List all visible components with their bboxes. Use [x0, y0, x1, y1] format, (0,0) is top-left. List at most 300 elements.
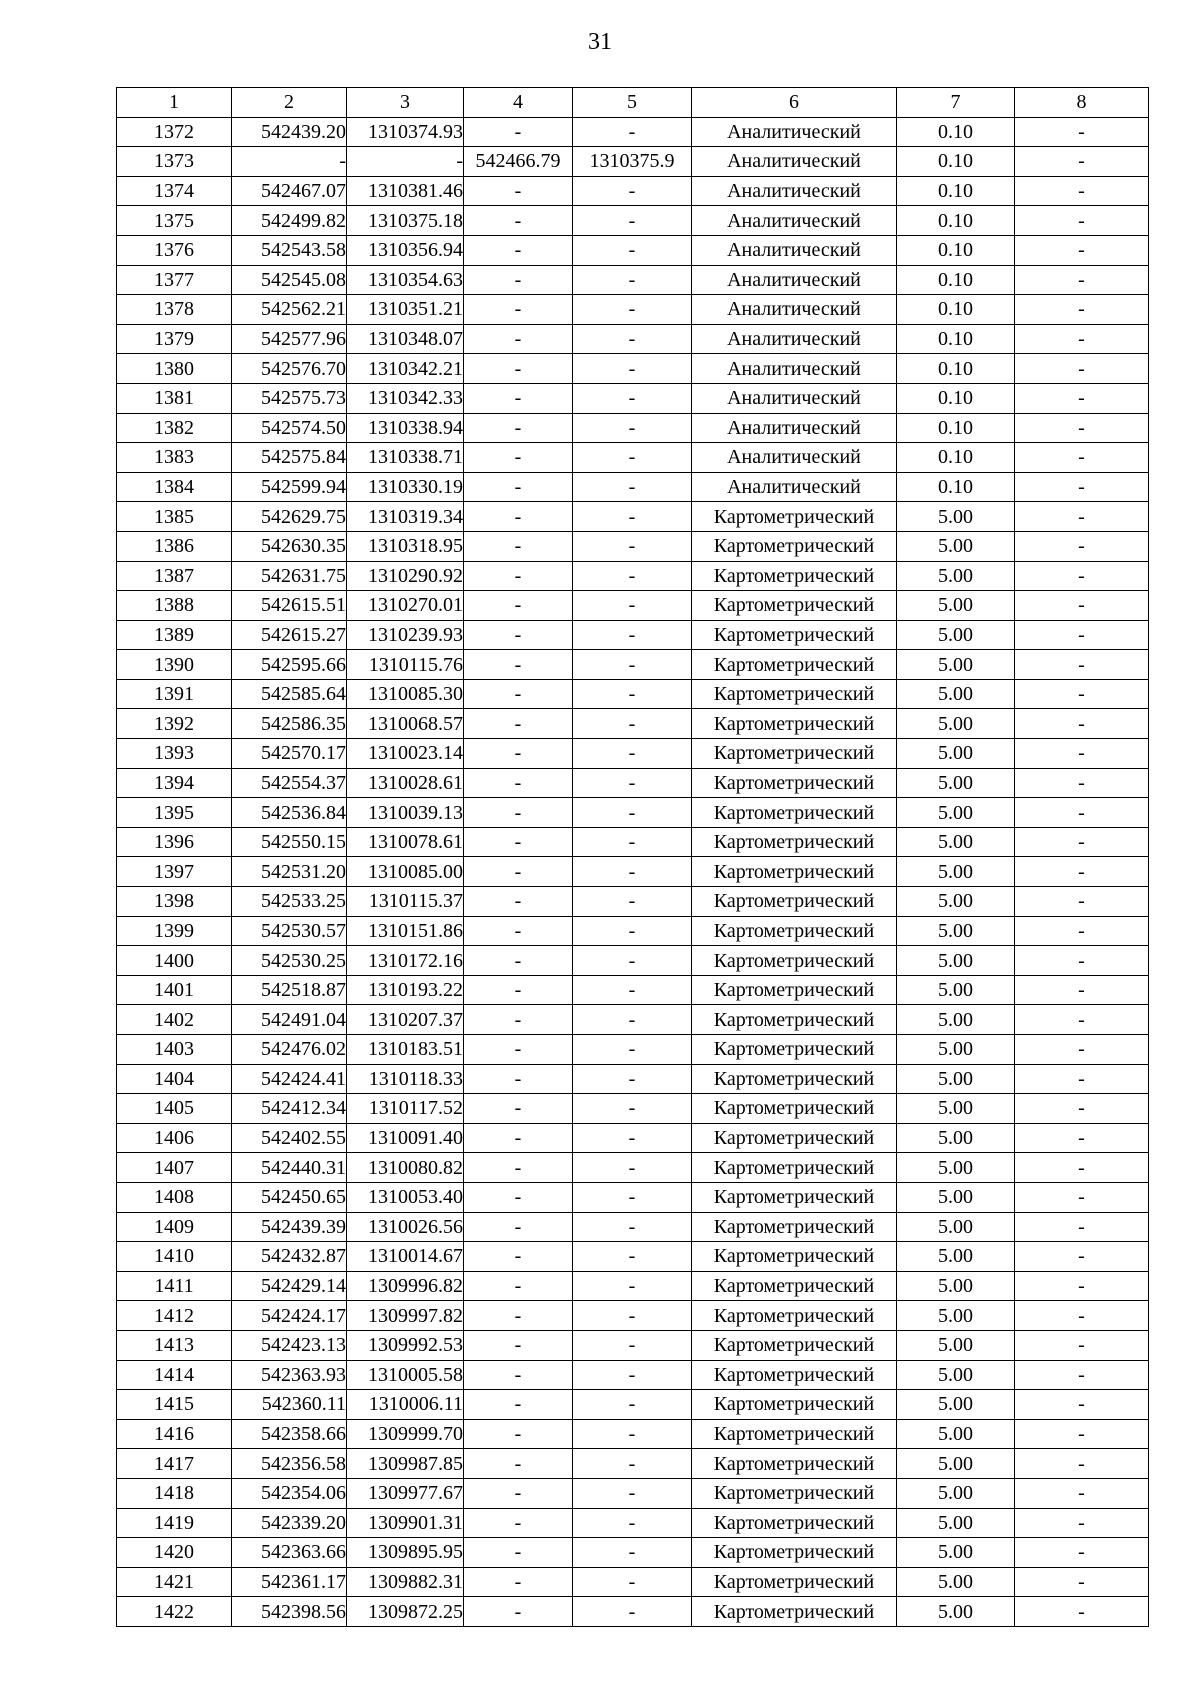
accuracy-cell: 5.00	[897, 887, 1015, 917]
new-y-coordinate-cell: -	[573, 354, 692, 384]
method-cell: Картометрический	[692, 887, 897, 917]
new-x-coordinate-cell: -	[464, 295, 573, 325]
table-row	[117, 827, 1149, 857]
y-coordinate-cell: 1310117.52	[347, 1094, 464, 1124]
point-number-cell: 1418	[117, 1478, 232, 1508]
table-row	[117, 354, 1149, 384]
new-y-coordinate-cell: -	[573, 1123, 692, 1153]
note-cell: -	[1015, 620, 1149, 650]
y-coordinate-cell: 1310239.93	[347, 620, 464, 650]
table-row	[117, 117, 1149, 147]
method-cell: Картометрический	[692, 502, 897, 532]
new-x-coordinate-cell: -	[464, 1005, 573, 1035]
y-coordinate-cell: 1310381.46	[347, 176, 464, 206]
method-cell: Картометрический	[692, 1271, 897, 1301]
point-number-cell: 1395	[117, 798, 232, 828]
table-row	[117, 1094, 1149, 1124]
note-cell: -	[1015, 916, 1149, 946]
new-x-coordinate-cell: -	[464, 916, 573, 946]
method-cell: Картометрический	[692, 1597, 897, 1627]
accuracy-cell: 0.10	[897, 354, 1015, 384]
point-number-cell: 1382	[117, 413, 232, 443]
note-cell: -	[1015, 1005, 1149, 1035]
table-row	[117, 798, 1149, 828]
new-x-coordinate-cell: -	[464, 1242, 573, 1272]
new-y-coordinate-cell: -	[573, 295, 692, 325]
method-cell: Картометрический	[692, 620, 897, 650]
new-x-coordinate-cell: -	[464, 443, 573, 473]
point-number-cell: 1405	[117, 1094, 232, 1124]
point-number-cell: 1408	[117, 1182, 232, 1212]
new-y-coordinate-cell: -	[573, 887, 692, 917]
new-y-coordinate-cell: -	[573, 413, 692, 443]
y-coordinate-cell: 1310068.57	[347, 709, 464, 739]
x-coordinate-cell: 542615.51	[232, 591, 347, 621]
x-coordinate-cell: 542545.08	[232, 265, 347, 295]
table-row	[117, 147, 1149, 177]
point-number-cell: 1407	[117, 1153, 232, 1183]
x-coordinate-cell: 542339.20	[232, 1508, 347, 1538]
x-coordinate-cell: 542536.84	[232, 798, 347, 828]
header-cell: 7	[897, 88, 1015, 118]
note-cell: -	[1015, 413, 1149, 443]
new-x-coordinate-cell: -	[464, 176, 573, 206]
accuracy-cell: 5.00	[897, 591, 1015, 621]
accuracy-cell: 5.00	[897, 1478, 1015, 1508]
point-number-cell: 1409	[117, 1212, 232, 1242]
method-cell: Картометрический	[692, 768, 897, 798]
table-row	[117, 768, 1149, 798]
new-x-coordinate-cell: -	[464, 1567, 573, 1597]
new-y-coordinate-cell: -	[573, 857, 692, 887]
new-x-coordinate-cell: -	[464, 1538, 573, 1568]
table-row	[117, 1123, 1149, 1153]
table-row	[117, 1330, 1149, 1360]
y-coordinate-cell: 1310375.18	[347, 206, 464, 236]
y-coordinate-cell: 1310085.30	[347, 679, 464, 709]
note-cell: -	[1015, 1419, 1149, 1449]
page-number: 31	[588, 29, 612, 55]
point-number-cell: 1399	[117, 916, 232, 946]
new-y-coordinate-cell: -	[573, 265, 692, 295]
x-coordinate-cell: 542450.65	[232, 1182, 347, 1212]
table-row	[117, 176, 1149, 206]
note-cell: -	[1015, 1360, 1149, 1390]
y-coordinate-cell: 1310348.07	[347, 324, 464, 354]
y-coordinate-cell: 1309996.82	[347, 1271, 464, 1301]
note-cell: -	[1015, 235, 1149, 265]
x-coordinate-cell: 542531.20	[232, 857, 347, 887]
table-row	[117, 1005, 1149, 1035]
new-y-coordinate-cell: -	[573, 1153, 692, 1183]
point-number-cell: 1396	[117, 827, 232, 857]
note-cell: -	[1015, 1597, 1149, 1627]
point-number-cell: 1410	[117, 1242, 232, 1272]
header-row	[117, 88, 1149, 118]
x-coordinate-cell: 542360.11	[232, 1390, 347, 1420]
x-coordinate-cell: 542424.41	[232, 1064, 347, 1094]
table-row	[117, 1567, 1149, 1597]
x-coordinate-cell: 542550.15	[232, 827, 347, 857]
accuracy-cell: 5.00	[897, 1153, 1015, 1183]
method-cell: Аналитический	[692, 235, 897, 265]
note-cell: -	[1015, 265, 1149, 295]
accuracy-cell: 5.00	[897, 679, 1015, 709]
new-y-coordinate-cell: -	[573, 946, 692, 976]
new-y-coordinate-cell: -	[573, 443, 692, 473]
method-cell: Аналитический	[692, 383, 897, 413]
accuracy-cell: 5.00	[897, 1005, 1015, 1035]
note-cell: -	[1015, 1035, 1149, 1065]
new-x-coordinate-cell: -	[464, 1449, 573, 1479]
table-row	[117, 709, 1149, 739]
new-x-coordinate-cell: -	[464, 472, 573, 502]
note-cell: -	[1015, 502, 1149, 532]
note-cell: -	[1015, 1182, 1149, 1212]
point-number-cell: 1404	[117, 1064, 232, 1094]
accuracy-cell: 5.00	[897, 1123, 1015, 1153]
new-y-coordinate-cell: -	[573, 1478, 692, 1508]
header-cell: 5	[573, 88, 692, 118]
new-y-coordinate-cell: -	[573, 1212, 692, 1242]
new-x-coordinate-cell: -	[464, 887, 573, 917]
table-row	[117, 679, 1149, 709]
y-coordinate-cell: 1309872.25	[347, 1597, 464, 1627]
y-coordinate-cell: 1310151.86	[347, 916, 464, 946]
accuracy-cell: 5.00	[897, 857, 1015, 887]
note-cell: -	[1015, 531, 1149, 561]
new-x-coordinate-cell: -	[464, 1153, 573, 1183]
note-cell: -	[1015, 383, 1149, 413]
method-cell: Картометрический	[692, 1301, 897, 1331]
note-cell: -	[1015, 324, 1149, 354]
note-cell: -	[1015, 946, 1149, 976]
y-coordinate-cell: 1310085.00	[347, 857, 464, 887]
method-cell: Картометрический	[692, 1005, 897, 1035]
x-coordinate-cell: 542439.39	[232, 1212, 347, 1242]
x-coordinate-cell: 542491.04	[232, 1005, 347, 1035]
new-x-coordinate-cell: -	[464, 531, 573, 561]
new-x-coordinate-cell: -	[464, 1419, 573, 1449]
method-cell: Аналитический	[692, 295, 897, 325]
y-coordinate-cell: 1310039.13	[347, 798, 464, 828]
table-row	[117, 265, 1149, 295]
note-cell: -	[1015, 1123, 1149, 1153]
accuracy-cell: 5.00	[897, 650, 1015, 680]
new-x-coordinate-cell: -	[464, 1123, 573, 1153]
accuracy-cell: 0.10	[897, 265, 1015, 295]
x-coordinate-cell: 542423.13	[232, 1330, 347, 1360]
x-coordinate-cell: 542575.84	[232, 443, 347, 473]
y-coordinate-cell: 1310078.61	[347, 827, 464, 857]
new-y-coordinate-cell: 1310375.9	[573, 147, 692, 177]
note-cell: -	[1015, 443, 1149, 473]
y-coordinate-cell: 1310338.71	[347, 443, 464, 473]
y-coordinate-cell: 1310270.01	[347, 591, 464, 621]
new-y-coordinate-cell: -	[573, 975, 692, 1005]
y-coordinate-cell: 1309895.95	[347, 1538, 464, 1568]
y-coordinate-cell: 1309997.82	[347, 1301, 464, 1331]
new-y-coordinate-cell: -	[573, 679, 692, 709]
point-number-cell: 1390	[117, 650, 232, 680]
y-coordinate-cell: 1310091.40	[347, 1123, 464, 1153]
method-cell: Картометрический	[692, 1330, 897, 1360]
new-x-coordinate-cell: -	[464, 413, 573, 443]
new-y-coordinate-cell: -	[573, 561, 692, 591]
method-cell: Картометрический	[692, 1035, 897, 1065]
table-row	[117, 502, 1149, 532]
accuracy-cell: 5.00	[897, 1449, 1015, 1479]
table-row	[117, 235, 1149, 265]
y-coordinate-cell: 1310338.94	[347, 413, 464, 443]
x-coordinate-cell: 542499.82	[232, 206, 347, 236]
accuracy-cell: 5.00	[897, 1242, 1015, 1272]
x-coordinate-cell: 542615.27	[232, 620, 347, 650]
accuracy-cell: 5.00	[897, 1182, 1015, 1212]
method-cell: Картометрический	[692, 1182, 897, 1212]
x-coordinate-cell: 542599.94	[232, 472, 347, 502]
note-cell: -	[1015, 739, 1149, 769]
accuracy-cell: 5.00	[897, 1064, 1015, 1094]
point-number-cell: 1381	[117, 383, 232, 413]
table-row	[117, 1035, 1149, 1065]
x-coordinate-cell: 542402.55	[232, 1123, 347, 1153]
new-y-coordinate-cell: -	[573, 324, 692, 354]
x-coordinate-cell: 542432.87	[232, 1242, 347, 1272]
method-cell: Аналитический	[692, 147, 897, 177]
note-cell: -	[1015, 650, 1149, 680]
table-row	[117, 946, 1149, 976]
y-coordinate-cell: 1310118.33	[347, 1064, 464, 1094]
point-number-cell: 1400	[117, 946, 232, 976]
x-coordinate-cell: 542574.50	[232, 413, 347, 443]
accuracy-cell: 5.00	[897, 1330, 1015, 1360]
accuracy-cell: 0.10	[897, 295, 1015, 325]
new-x-coordinate-cell: -	[464, 235, 573, 265]
x-coordinate-cell: 542440.31	[232, 1153, 347, 1183]
y-coordinate-cell: 1310330.19	[347, 472, 464, 502]
new-x-coordinate-cell: -	[464, 1330, 573, 1360]
point-number-cell: 1394	[117, 768, 232, 798]
method-cell: Картометрический	[692, 1064, 897, 1094]
y-coordinate-cell: 1310207.37	[347, 1005, 464, 1035]
point-number-cell: 1403	[117, 1035, 232, 1065]
new-x-coordinate-cell: -	[464, 1212, 573, 1242]
new-y-coordinate-cell: -	[573, 1567, 692, 1597]
new-y-coordinate-cell: -	[573, 176, 692, 206]
y-coordinate-cell: 1310005.58	[347, 1360, 464, 1390]
point-number-cell: 1402	[117, 1005, 232, 1035]
y-coordinate-cell: 1310193.22	[347, 975, 464, 1005]
method-cell: Аналитический	[692, 324, 897, 354]
method-cell: Аналитический	[692, 176, 897, 206]
accuracy-cell: 5.00	[897, 502, 1015, 532]
accuracy-cell: 5.00	[897, 1035, 1015, 1065]
new-x-coordinate-cell: -	[464, 1035, 573, 1065]
header-cell: 1	[117, 88, 232, 118]
new-y-coordinate-cell: -	[573, 827, 692, 857]
new-x-coordinate-cell: -	[464, 1094, 573, 1124]
table-row	[117, 857, 1149, 887]
new-x-coordinate-cell: -	[464, 768, 573, 798]
header-cell: 2	[232, 88, 347, 118]
accuracy-cell: 5.00	[897, 1360, 1015, 1390]
new-x-coordinate-cell: -	[464, 650, 573, 680]
x-coordinate-cell: 542631.75	[232, 561, 347, 591]
method-cell: Картометрический	[692, 1094, 897, 1124]
y-coordinate-cell: 1310115.37	[347, 887, 464, 917]
accuracy-cell: 5.00	[897, 1538, 1015, 1568]
new-x-coordinate-cell: -	[464, 354, 573, 384]
table-row	[117, 1538, 1149, 1568]
y-coordinate-cell: 1310172.16	[347, 946, 464, 976]
new-y-coordinate-cell: -	[573, 1597, 692, 1627]
point-number-cell: 1413	[117, 1330, 232, 1360]
note-cell: -	[1015, 709, 1149, 739]
new-x-coordinate-cell: -	[464, 1301, 573, 1331]
note-cell: -	[1015, 1478, 1149, 1508]
point-number-cell: 1393	[117, 739, 232, 769]
table-row	[117, 1153, 1149, 1183]
x-coordinate-cell: 542530.25	[232, 946, 347, 976]
new-y-coordinate-cell: -	[573, 206, 692, 236]
x-coordinate-cell: 542429.14	[232, 1271, 347, 1301]
y-coordinate-cell: 1310014.67	[347, 1242, 464, 1272]
table-row	[117, 1182, 1149, 1212]
note-cell: -	[1015, 1212, 1149, 1242]
method-cell: Картометрический	[692, 1123, 897, 1153]
point-number-cell: 1379	[117, 324, 232, 354]
x-coordinate-cell: -	[232, 147, 347, 177]
x-coordinate-cell: 542629.75	[232, 502, 347, 532]
table-row	[117, 1390, 1149, 1420]
table-row	[117, 1597, 1149, 1627]
x-coordinate-cell: 542570.17	[232, 739, 347, 769]
x-coordinate-cell: 542562.21	[232, 295, 347, 325]
y-coordinate-cell: 1309882.31	[347, 1567, 464, 1597]
new-y-coordinate-cell: -	[573, 1182, 692, 1212]
new-y-coordinate-cell: -	[573, 472, 692, 502]
method-cell: Аналитический	[692, 117, 897, 147]
new-x-coordinate-cell: -	[464, 1597, 573, 1627]
note-cell: -	[1015, 768, 1149, 798]
method-cell: Картометрический	[692, 1538, 897, 1568]
method-cell: Картометрический	[692, 946, 897, 976]
new-x-coordinate-cell: -	[464, 265, 573, 295]
new-y-coordinate-cell: -	[573, 1005, 692, 1035]
accuracy-cell: 5.00	[897, 709, 1015, 739]
accuracy-cell: 5.00	[897, 620, 1015, 650]
method-cell: Картометрический	[692, 591, 897, 621]
x-coordinate-cell: 542358.66	[232, 1419, 347, 1449]
table-row	[117, 591, 1149, 621]
method-cell: Картометрический	[692, 1390, 897, 1420]
accuracy-cell: 5.00	[897, 1271, 1015, 1301]
y-coordinate-cell: 1310006.11	[347, 1390, 464, 1420]
header-cell: 6	[692, 88, 897, 118]
y-coordinate-cell: 1310356.94	[347, 235, 464, 265]
table-row	[117, 650, 1149, 680]
new-y-coordinate-cell: -	[573, 1094, 692, 1124]
note-cell: -	[1015, 1094, 1149, 1124]
note-cell: -	[1015, 1449, 1149, 1479]
x-coordinate-cell: 542630.35	[232, 531, 347, 561]
new-y-coordinate-cell: -	[573, 798, 692, 828]
header-cell: 4	[464, 88, 573, 118]
point-number-cell: 1374	[117, 176, 232, 206]
note-cell: -	[1015, 1567, 1149, 1597]
y-coordinate-cell: 1310342.33	[347, 383, 464, 413]
y-coordinate-cell: 1310351.21	[347, 295, 464, 325]
new-y-coordinate-cell: -	[573, 1360, 692, 1390]
note-cell: -	[1015, 561, 1149, 591]
table-row	[117, 295, 1149, 325]
table-row	[117, 443, 1149, 473]
new-x-coordinate-cell: -	[464, 679, 573, 709]
table-row	[117, 1360, 1149, 1390]
x-coordinate-cell: 542518.87	[232, 975, 347, 1005]
point-number-cell: 1415	[117, 1390, 232, 1420]
header-cell: 3	[347, 88, 464, 118]
method-cell: Картометрический	[692, 1242, 897, 1272]
note-cell: -	[1015, 591, 1149, 621]
y-coordinate-cell: 1310354.63	[347, 265, 464, 295]
y-coordinate-cell: 1310028.61	[347, 768, 464, 798]
table-row	[117, 561, 1149, 591]
note-cell: -	[1015, 206, 1149, 236]
accuracy-cell: 0.10	[897, 413, 1015, 443]
method-cell: Аналитический	[692, 413, 897, 443]
y-coordinate-cell: 1310115.76	[347, 650, 464, 680]
accuracy-cell: 0.10	[897, 117, 1015, 147]
method-cell: Аналитический	[692, 206, 897, 236]
point-number-cell: 1372	[117, 117, 232, 147]
note-cell: -	[1015, 472, 1149, 502]
x-coordinate-cell: 542595.66	[232, 650, 347, 680]
method-cell: Картометрический	[692, 1478, 897, 1508]
point-number-cell: 1392	[117, 709, 232, 739]
new-y-coordinate-cell: -	[573, 1242, 692, 1272]
note-cell: -	[1015, 887, 1149, 917]
note-cell: -	[1015, 1242, 1149, 1272]
table-row	[117, 887, 1149, 917]
accuracy-cell: 0.10	[897, 206, 1015, 236]
accuracy-cell: 5.00	[897, 975, 1015, 1005]
accuracy-cell: 5.00	[897, 1508, 1015, 1538]
point-number-cell: 1416	[117, 1419, 232, 1449]
table-row	[117, 1212, 1149, 1242]
new-y-coordinate-cell: -	[573, 235, 692, 265]
table-header	[117, 88, 1149, 118]
new-x-coordinate-cell: -	[464, 591, 573, 621]
y-coordinate-cell: 1309987.85	[347, 1449, 464, 1479]
new-x-coordinate-cell: -	[464, 975, 573, 1005]
new-y-coordinate-cell: -	[573, 1449, 692, 1479]
method-cell: Картометрический	[692, 1449, 897, 1479]
method-cell: Картометрический	[692, 1212, 897, 1242]
table-row	[117, 916, 1149, 946]
table-row	[117, 1478, 1149, 1508]
y-coordinate-cell: 1309992.53	[347, 1330, 464, 1360]
new-y-coordinate-cell: -	[573, 383, 692, 413]
method-cell: Картометрический	[692, 857, 897, 887]
new-x-coordinate-cell: -	[464, 620, 573, 650]
y-coordinate-cell: 1310374.93	[347, 117, 464, 147]
x-coordinate-cell: 542439.20	[232, 117, 347, 147]
x-coordinate-cell: 542361.17	[232, 1567, 347, 1597]
table-row	[117, 531, 1149, 561]
y-coordinate-cell: 1310319.34	[347, 502, 464, 532]
